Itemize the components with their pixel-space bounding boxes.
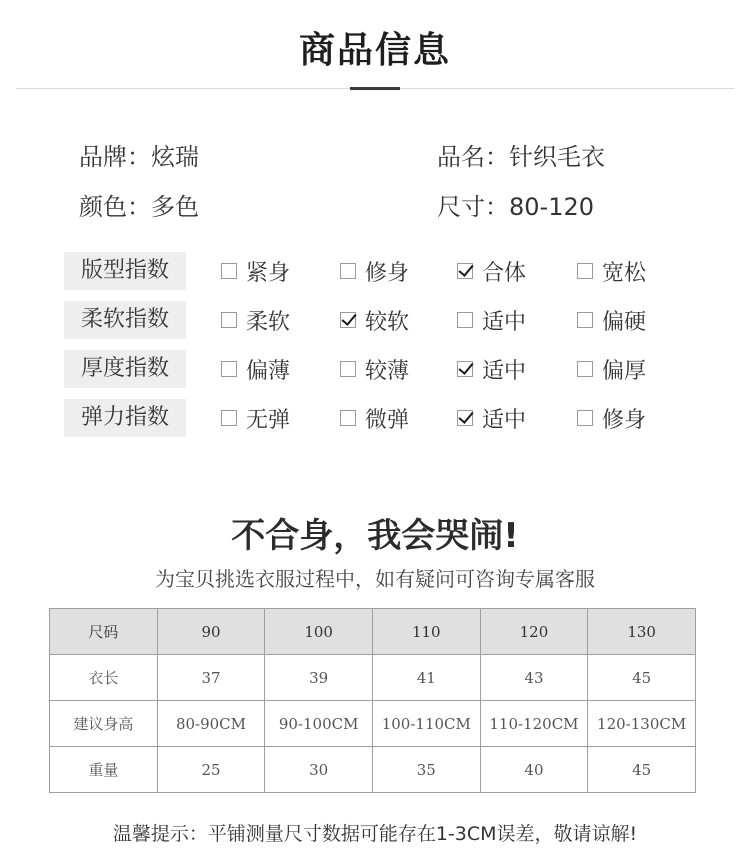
checkbox-empty-icon <box>340 263 356 279</box>
table-cell: 37 <box>157 655 265 701</box>
index-option-label: 柔软 <box>246 309 291 335</box>
table-cell: 80-90CM <box>157 701 265 747</box>
index-row <box>64 301 704 339</box>
table-cell: 90-100CM <box>265 701 373 747</box>
index-option <box>457 252 526 290</box>
index-option-label: 适中 <box>482 358 527 384</box>
index-option <box>340 301 409 339</box>
table-cell: 45 <box>588 655 696 701</box>
index-option <box>340 350 409 388</box>
name-label: 品名 ： <box>437 143 509 171</box>
checkbox-empty-icon <box>221 312 237 328</box>
table-cell: 100-110CM <box>372 701 480 747</box>
checkbox-empty-icon <box>577 410 593 426</box>
index-option <box>221 301 290 339</box>
index-option <box>577 399 646 437</box>
checkbox-checked-icon <box>457 263 473 279</box>
tip-text: 温馨提示：平铺测量尺寸数据可能存在1-3CM误差，敬请谅解! <box>112 823 638 845</box>
table-cell: 39 <box>265 655 373 701</box>
checkbox-empty-icon <box>577 263 593 279</box>
index-option <box>457 399 526 437</box>
index-option-label: 合体 <box>482 260 527 286</box>
index-option <box>221 399 290 437</box>
index-option <box>221 350 290 388</box>
info-size <box>437 187 594 222</box>
name-value: 针织毛衣 <box>509 143 605 171</box>
index-option <box>457 301 526 339</box>
index-option <box>577 301 646 339</box>
index-option-label: 适中 <box>482 309 527 335</box>
table-cell: 45 <box>588 747 696 793</box>
table-row <box>50 747 696 793</box>
index-label: 柔软指数 <box>64 301 186 339</box>
index-option <box>577 252 646 290</box>
table-cell: 120-130CM <box>588 701 696 747</box>
index-option-label: 无弹 <box>246 407 291 433</box>
checkbox-empty-icon <box>577 361 593 377</box>
checkbox-checked-icon <box>340 312 356 328</box>
table-cell: 30 <box>265 747 373 793</box>
info-color <box>79 187 199 222</box>
slogan-headline: 不合身，我会哭闹! <box>231 516 519 556</box>
table-header-cell: 尺码 <box>50 609 158 655</box>
table-cell: 重量 <box>50 747 158 793</box>
table-header-cell: 110 <box>372 609 480 655</box>
table-header-cell: 120 <box>480 609 588 655</box>
size-table <box>49 608 696 793</box>
index-option <box>340 252 409 290</box>
title-underline <box>350 87 400 90</box>
table-cell: 衣长 <box>50 655 158 701</box>
brand-label: 品牌 ： <box>79 143 151 171</box>
table-cell: 40 <box>480 747 588 793</box>
index-row <box>64 350 704 388</box>
checkbox-empty-icon <box>577 312 593 328</box>
index-option <box>577 350 646 388</box>
checkbox-empty-icon <box>221 361 237 377</box>
size-value: 80-120 <box>509 193 595 221</box>
index-option-label: 偏厚 <box>602 358 647 384</box>
index-option-label: 适中 <box>482 407 527 433</box>
index-option-label: 偏硬 <box>602 309 647 335</box>
index-option-label: 宽松 <box>602 260 647 286</box>
index-option-label: 较软 <box>365 309 410 335</box>
color-value: 多色 <box>151 193 199 221</box>
table-cell: 25 <box>157 747 265 793</box>
checkbox-empty-icon <box>457 312 473 328</box>
section-title: 商品信息 <box>298 30 451 71</box>
table-header-cell: 130 <box>588 609 696 655</box>
index-option-label: 微弹 <box>365 407 410 433</box>
table-cell: 建议身高 <box>50 701 158 747</box>
checkbox-empty-icon <box>340 361 356 377</box>
table-row <box>50 655 696 701</box>
index-option <box>221 252 290 290</box>
index-option-label: 修身 <box>602 407 647 433</box>
index-option <box>340 399 409 437</box>
checkbox-checked-icon <box>457 410 473 426</box>
table-row <box>50 701 696 747</box>
index-label: 弹力指数 <box>64 399 186 437</box>
table-cell: 35 <box>372 747 480 793</box>
slogan-subline: 为宝贝挑选衣服过程中，如有疑问可咨询专属客服 <box>155 567 595 591</box>
checkbox-empty-icon <box>221 410 237 426</box>
color-label: 颜色 ： <box>79 193 151 221</box>
index-option-label: 偏薄 <box>246 358 291 384</box>
table-header-cell: 100 <box>265 609 373 655</box>
checkbox-empty-icon <box>340 410 356 426</box>
index-option <box>457 350 526 388</box>
brand-value: 炫瑞 <box>151 143 199 171</box>
table-cell: 110-120CM <box>480 701 588 747</box>
index-label: 版型指数 <box>64 252 186 290</box>
index-option-label: 紧身 <box>246 260 291 286</box>
index-option-label: 修身 <box>365 260 410 286</box>
size-label: 尺寸 ： <box>437 193 509 221</box>
index-row <box>64 399 704 437</box>
index-label: 厚度指数 <box>64 350 186 388</box>
table-cell: 43 <box>480 655 588 701</box>
index-row <box>64 252 704 290</box>
table-cell: 41 <box>372 655 480 701</box>
table-header-cell: 90 <box>157 609 265 655</box>
info-brand <box>79 137 199 172</box>
info-name <box>437 137 605 172</box>
checkbox-empty-icon <box>221 263 237 279</box>
checkbox-checked-icon <box>457 361 473 377</box>
table-header-row <box>50 609 696 655</box>
index-option-label: 较薄 <box>365 358 410 384</box>
